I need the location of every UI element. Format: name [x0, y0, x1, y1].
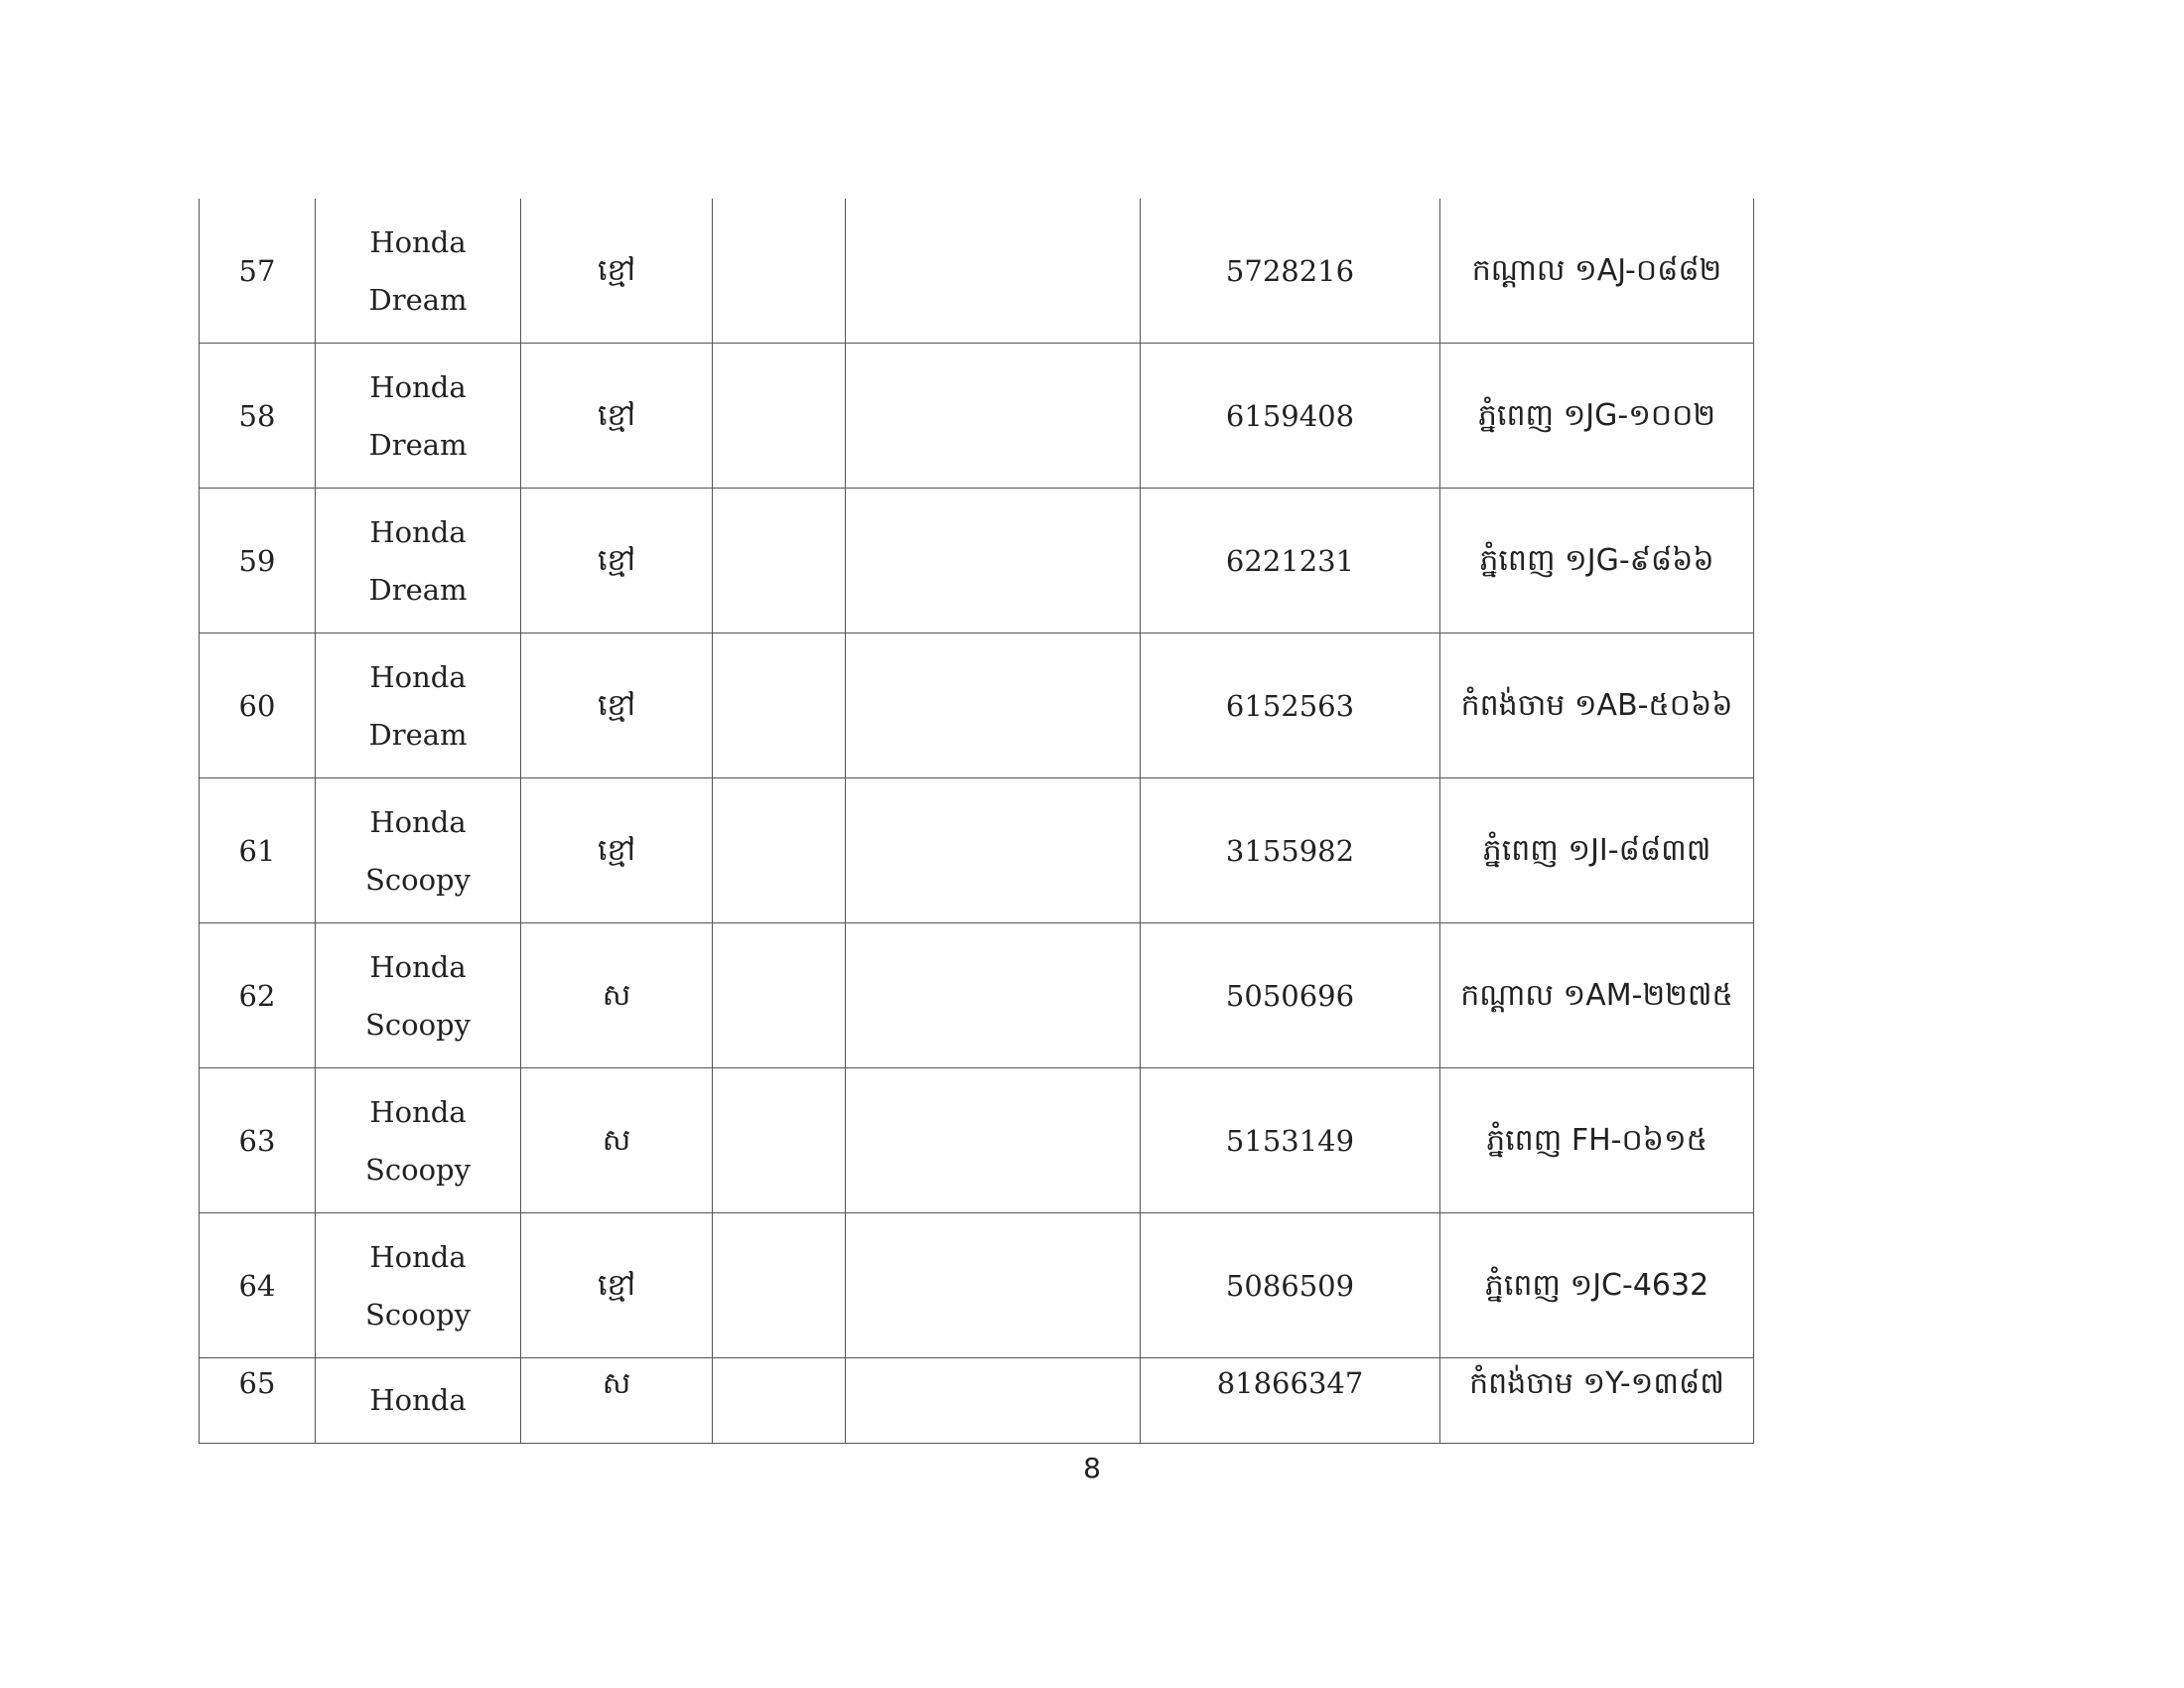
serial-number-cell-text: 6152563 [1225, 688, 1355, 723]
empty-cell-a [713, 923, 846, 1068]
brand-text: Honda [369, 1239, 467, 1274]
color-cell-text: ខ្មៅ [597, 253, 636, 288]
serial-number-cell-text: 3155982 [1225, 833, 1355, 868]
empty-cell-b [846, 633, 1141, 778]
serial-number-cell-text: 5153149 [1225, 1123, 1355, 1158]
color-cell [521, 199, 713, 344]
empty-cell-b [846, 199, 1141, 344]
serial-number-cell-text: 5050696 [1225, 978, 1355, 1013]
row-number-cell [200, 923, 316, 1068]
table-body [200, 199, 1754, 1444]
serial-number-cell [1141, 923, 1440, 1068]
plate-cell-text: កំពង់ចាម ១AB-៥០៦៦ [1460, 688, 1733, 723]
color-cell [521, 778, 713, 923]
plate-cell-text: ភ្នំពេញ ១JC-4632 [1484, 1268, 1709, 1303]
table-row [200, 1358, 1754, 1444]
serial-number-cell [1141, 778, 1440, 923]
color-cell [521, 1358, 713, 1444]
serial-number-cell-text: 5728216 [1225, 253, 1355, 288]
color-cell [521, 633, 713, 778]
model-text: Scoopy [365, 1297, 471, 1332]
row-number-cell-text: 64 [238, 1268, 276, 1303]
row-number-cell-text: 63 [238, 1123, 276, 1158]
color-cell-text: ខ្មៅ [597, 543, 636, 578]
plate-cell-text: ភ្នំពេញ ១JI-៨៨៣៧ [1482, 833, 1711, 868]
serial-number-cell-text: 81866347 [1216, 1366, 1364, 1400]
color-cell-text: ខ្មៅ [597, 398, 636, 433]
plate-cell-text: ភ្នំពេញ FH-០៦១៥ [1486, 1123, 1707, 1158]
serial-number-cell [1141, 1213, 1440, 1358]
model-cell [316, 489, 521, 633]
empty-cell-b [846, 489, 1141, 633]
model-cell [316, 344, 521, 489]
plate-cell [1440, 199, 1754, 344]
row-number-cell-text: 59 [238, 543, 276, 578]
empty-cell-a [713, 489, 846, 633]
row-number-cell-text: 57 [238, 253, 276, 288]
brand-text: Honda [369, 224, 467, 259]
plate-cell-text: កំពង់ចាម ១Y-១៣៨៧ [1469, 1366, 1724, 1401]
brand-text: Honda [369, 949, 467, 984]
serial-number-cell [1141, 344, 1440, 489]
table-row [200, 923, 1754, 1068]
row-number-cell-text: 65 [238, 1366, 276, 1400]
color-cell [521, 923, 713, 1068]
color-cell-text: ស [602, 1366, 631, 1401]
model-text: Scoopy [365, 1007, 471, 1042]
color-cell-text: ខ្មៅ [597, 688, 636, 723]
plate-cell [1440, 489, 1754, 633]
row-number-cell-text: 61 [238, 833, 276, 868]
plate-cell [1440, 1358, 1754, 1444]
brand-text: Honda [369, 659, 467, 694]
serial-number-cell-text: 6221231 [1225, 543, 1355, 578]
table-row [200, 1068, 1754, 1213]
model-text: Scoopy [365, 862, 471, 897]
serial-number-cell [1141, 199, 1440, 344]
model-cell [316, 778, 521, 923]
empty-cell-b [846, 923, 1141, 1068]
serial-number-cell-text: 5086509 [1225, 1268, 1355, 1303]
empty-cell-a [713, 1068, 846, 1213]
empty-cell-b [846, 1358, 1141, 1444]
serial-number-cell [1141, 489, 1440, 633]
serial-number-cell [1141, 1068, 1440, 1213]
model-text: Dream [368, 282, 468, 317]
table-row [200, 199, 1754, 344]
empty-cell-a [713, 344, 846, 489]
brand-text: Honda [369, 1094, 467, 1129]
row-number-cell [200, 1358, 316, 1444]
color-cell [521, 344, 713, 489]
empty-cell-a [713, 633, 846, 778]
brand-text: Honda [369, 369, 467, 404]
row-number-cell [200, 489, 316, 633]
serial-number-cell [1141, 1358, 1440, 1444]
plate-cell-text: ភ្នំពេញ ១JG-៩៨៦៦ [1479, 543, 1714, 578]
row-number-cell [200, 633, 316, 778]
table-row [200, 489, 1754, 633]
row-number-cell [200, 1213, 316, 1358]
color-cell [521, 1213, 713, 1358]
color-cell-text: ស [602, 1123, 631, 1158]
empty-cell-b [846, 778, 1141, 923]
color-cell-text: ខ្មៅ [597, 833, 636, 868]
row-number-cell-text: 58 [238, 398, 276, 433]
plate-cell [1440, 1068, 1754, 1213]
empty-cell-a [713, 1358, 846, 1444]
color-cell-text: ស [602, 978, 631, 1013]
empty-cell-b [846, 1068, 1141, 1213]
model-text: Dream [368, 572, 468, 607]
plate-cell [1440, 633, 1754, 778]
table-row [200, 633, 1754, 778]
model-text: Dream [368, 427, 468, 462]
brand-text: Honda [369, 514, 467, 549]
brand-text: Honda [369, 1383, 467, 1417]
serial-number-cell [1141, 633, 1440, 778]
brand-text: Honda [369, 804, 467, 839]
model-cell [316, 923, 521, 1068]
table-row [200, 778, 1754, 923]
plate-cell [1440, 344, 1754, 489]
row-number-cell-text: 60 [238, 688, 276, 723]
plate-cell [1440, 778, 1754, 923]
empty-cell-b [846, 1213, 1141, 1358]
plate-cell-text: កណ្តាល ១AJ-០៨៨២ [1471, 253, 1722, 288]
model-text: Dream [368, 717, 468, 752]
plate-cell [1440, 923, 1754, 1068]
serial-number-cell-text: 6159408 [1225, 398, 1355, 433]
row-number-cell [200, 344, 316, 489]
plate-cell-text: ភ្នំពេញ ១JG-១០០២ [1477, 398, 1716, 433]
empty-cell-a [713, 199, 846, 344]
plate-cell [1440, 1213, 1754, 1358]
row-number-cell [200, 199, 316, 344]
color-cell-text: ខ្មៅ [597, 1268, 636, 1303]
model-cell [316, 199, 521, 344]
empty-cell-a [713, 1213, 846, 1358]
model-cell [316, 633, 521, 778]
row-number-cell-text: 62 [238, 978, 276, 1013]
plate-cell-text: កណ្តាល ១AM-២២៧៥ [1460, 978, 1733, 1013]
empty-cell-a [713, 778, 846, 923]
color-cell [521, 489, 713, 633]
model-text: Scoopy [365, 1152, 471, 1187]
empty-cell-b [846, 344, 1141, 489]
model-cell [316, 1213, 521, 1358]
table-row [200, 1213, 1754, 1358]
color-cell [521, 1068, 713, 1213]
row-number-cell [200, 1068, 316, 1213]
model-cell [316, 1358, 521, 1444]
vehicle-table [199, 199, 1754, 1444]
row-number-cell [200, 778, 316, 923]
model-cell [316, 1068, 521, 1213]
table-row [200, 344, 1754, 489]
page-number: 8 [1083, 1452, 1101, 1484]
